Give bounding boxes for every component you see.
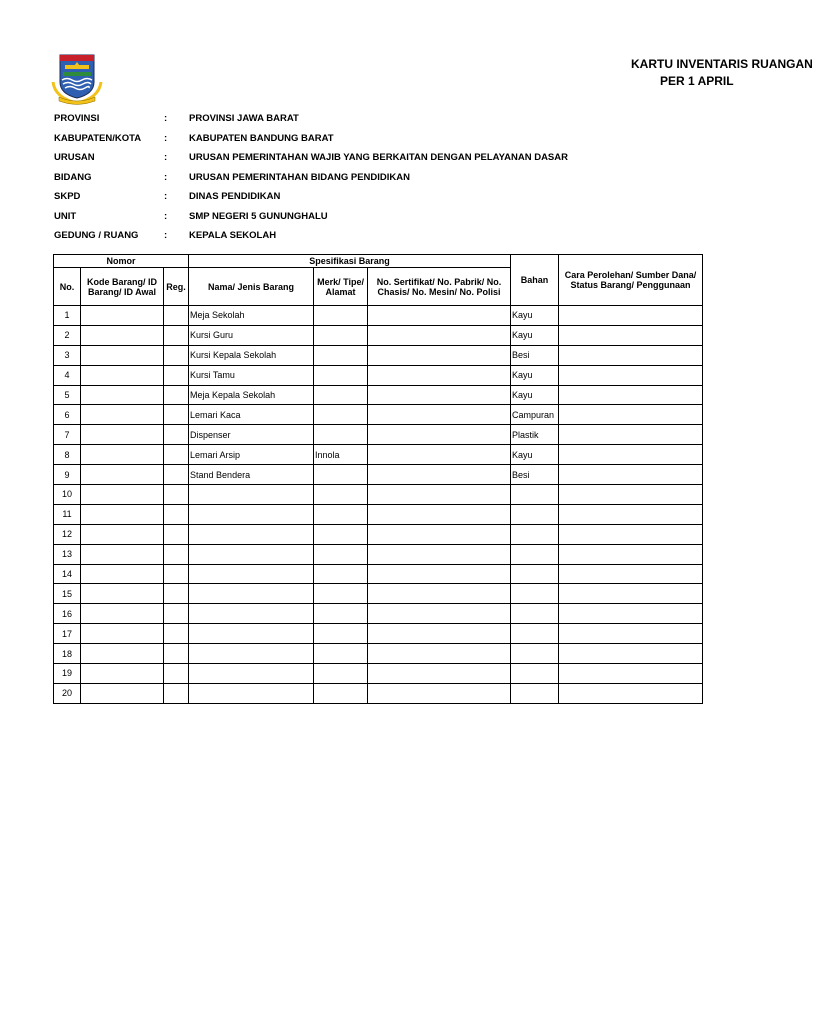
- cell-nama-barang: Meja Kepala Sekolah: [189, 385, 314, 405]
- info-label: BIDANG: [54, 171, 92, 183]
- cell-nama-barang: Lemari Kaca: [189, 405, 314, 425]
- cell-cara-perolehan: [559, 564, 703, 584]
- cell-no: 8: [54, 445, 81, 465]
- cell-no: 16: [54, 604, 81, 624]
- cell-cara-perolehan: [559, 465, 703, 485]
- cell-no: 19: [54, 664, 81, 684]
- cell-sertifikat: [368, 485, 511, 505]
- info-label: PROVINSI: [54, 113, 100, 124]
- table-row: [54, 485, 703, 505]
- cell-no: 1: [54, 306, 81, 326]
- cell-cara-perolehan: [559, 365, 703, 385]
- header-no: No.: [54, 268, 81, 306]
- cell-reg: [164, 306, 189, 326]
- cell-cara-perolehan: [559, 425, 703, 445]
- cell-sertifikat: [368, 624, 511, 644]
- table-row: [54, 465, 703, 485]
- title-line-1: KARTU INVENTARIS RUANGAN: [631, 57, 813, 71]
- cell-sertifikat: [368, 325, 511, 345]
- cell-reg: [164, 365, 189, 385]
- cell-sertifikat: [368, 425, 511, 445]
- cell-merk: [314, 306, 368, 326]
- cell-no: 11: [54, 504, 81, 524]
- cell-merk: [314, 564, 368, 584]
- cell-sertifikat: [368, 683, 511, 703]
- cell-no: 5: [54, 385, 81, 405]
- info-row-unit: [54, 208, 568, 228]
- cell-nama-barang: Kursi Kepala Sekolah: [189, 345, 314, 365]
- cell-reg: [164, 604, 189, 624]
- cell-bahan: Kayu: [511, 306, 559, 326]
- cell-sertifikat: [368, 385, 511, 405]
- table-row: [54, 564, 703, 584]
- cell-nama-barang: [189, 683, 314, 703]
- header-group-nomor: Nomor: [54, 255, 189, 268]
- cell-no: 4: [54, 365, 81, 385]
- cell-merk: [314, 544, 368, 564]
- cell-kode-barang: [81, 624, 164, 644]
- cell-no: 9: [54, 465, 81, 485]
- cell-kode-barang: [81, 345, 164, 365]
- table-row: [54, 544, 703, 564]
- info-colon: :: [164, 230, 168, 241]
- cell-bahan: [511, 524, 559, 544]
- cell-reg: [164, 524, 189, 544]
- cell-sertifikat: [368, 405, 511, 425]
- cell-no: 17: [54, 624, 81, 644]
- info-row-skpd: [54, 188, 568, 208]
- header-group-spesifikasi: Spesifikasi Barang: [189, 255, 511, 268]
- cell-cara-perolehan: [559, 584, 703, 604]
- cell-bahan: [511, 604, 559, 624]
- cell-nama-barang: [189, 644, 314, 664]
- cell-kode-barang: [81, 365, 164, 385]
- inventory-table: [53, 254, 703, 704]
- cell-reg: [164, 405, 189, 425]
- cell-cara-perolehan: [559, 504, 703, 524]
- table-row: [54, 584, 703, 604]
- header-sertifikat: No. Sertifikat/ No. Pabrik/ No. Chasis/ No. Mesin/ No. Polisi: [368, 268, 511, 306]
- cell-cara-perolehan: [559, 664, 703, 684]
- cell-merk: [314, 405, 368, 425]
- table-row: [54, 644, 703, 664]
- cell-cara-perolehan: [559, 644, 703, 664]
- title-line-2: PER 1 APRIL: [660, 74, 734, 88]
- table-row: [54, 425, 703, 445]
- cell-merk: [314, 644, 368, 664]
- cell-cara-perolehan: [559, 345, 703, 365]
- cell-kode-barang: [81, 644, 164, 664]
- info-row-gedung: [54, 227, 568, 247]
- cell-merk: [314, 485, 368, 505]
- table-row: [54, 683, 703, 703]
- cell-reg: [164, 465, 189, 485]
- cell-merk: [314, 664, 368, 684]
- cell-reg: [164, 664, 189, 684]
- cell-kode-barang: [81, 405, 164, 425]
- cell-nama-barang: Kursi Guru: [189, 325, 314, 345]
- cell-no: 13: [54, 544, 81, 564]
- cell-bahan: [511, 564, 559, 584]
- cell-nama-barang: Kursi Tamu: [189, 365, 314, 385]
- cell-bahan: [511, 683, 559, 703]
- cell-nama-barang: [189, 485, 314, 505]
- cell-sertifikat: [368, 664, 511, 684]
- table-row: [54, 365, 703, 385]
- table-row: [54, 604, 703, 624]
- cell-kode-barang: [81, 325, 164, 345]
- cell-no: 10: [54, 485, 81, 505]
- table-row: [54, 306, 703, 326]
- cell-kode-barang: [81, 504, 164, 524]
- cell-no: 15: [54, 584, 81, 604]
- cell-kode-barang: [81, 683, 164, 703]
- cell-sertifikat: [368, 306, 511, 326]
- cell-no: 12: [54, 524, 81, 544]
- cell-bahan: Kayu: [511, 325, 559, 345]
- table-row: [54, 664, 703, 684]
- cell-merk: [314, 524, 368, 544]
- cell-cara-perolehan: [559, 405, 703, 425]
- cell-bahan: Kayu: [511, 365, 559, 385]
- info-value: URUSAN PEMERINTAHAN BIDANG PENDIDIKAN: [189, 171, 410, 183]
- cell-merk: [314, 365, 368, 385]
- cell-sertifikat: [368, 544, 511, 564]
- info-colon: :: [164, 171, 168, 183]
- cell-cara-perolehan: [559, 604, 703, 624]
- cell-nama-barang: [189, 604, 314, 624]
- info-value: KEPALA SEKOLAH: [189, 230, 277, 241]
- cell-nama-barang: [189, 664, 314, 684]
- cell-kode-barang: [81, 524, 164, 544]
- cell-no: 6: [54, 405, 81, 425]
- cell-bahan: Kayu: [511, 445, 559, 465]
- cell-cara-perolehan: [559, 445, 703, 465]
- cell-merk: [314, 624, 368, 644]
- table-row: [54, 405, 703, 425]
- cell-reg: [164, 425, 189, 445]
- header-cara-perolehan: Cara Perolehan/ Sumber Dana/ Status Barang/ Penggunaan: [559, 255, 703, 306]
- cell-kode-barang: [81, 544, 164, 564]
- cell-sertifikat: [368, 564, 511, 584]
- header-merk: Merk/ Tipe/ Alamat: [314, 268, 368, 306]
- cell-reg: [164, 644, 189, 664]
- cell-kode-barang: [81, 564, 164, 584]
- cell-merk: [314, 325, 368, 345]
- cell-cara-perolehan: [559, 385, 703, 405]
- identity-info-block: [54, 110, 568, 247]
- info-value: URUSAN PEMERINTAHAN WAJIB YANG BERKAITAN DENGAN PELAYANAN DASAR: [189, 152, 568, 163]
- cell-nama-barang: [189, 564, 314, 584]
- cell-cara-perolehan: [559, 524, 703, 544]
- cell-nama-barang: Lemari Arsip: [189, 445, 314, 465]
- cell-kode-barang: [81, 664, 164, 684]
- info-row-urusan: [54, 149, 568, 169]
- cell-no: 20: [54, 683, 81, 703]
- info-label: URUSAN: [54, 152, 95, 163]
- cell-merk: [314, 504, 368, 524]
- table-row: [54, 325, 703, 345]
- table-row: [54, 504, 703, 524]
- cell-no: 7: [54, 425, 81, 445]
- cell-nama-barang: Dispenser: [189, 425, 314, 445]
- cell-merk: [314, 584, 368, 604]
- info-colon: :: [164, 191, 168, 202]
- cell-bahan: [511, 485, 559, 505]
- table-row: [54, 345, 703, 365]
- cell-no: 2: [54, 325, 81, 345]
- cell-kode-barang: [81, 306, 164, 326]
- info-label: KABUPATEN/KOTA: [54, 132, 142, 144]
- cell-sertifikat: [368, 345, 511, 365]
- cell-sertifikat: [368, 604, 511, 624]
- cell-merk: [314, 683, 368, 703]
- cell-bahan: Besi: [511, 465, 559, 485]
- cell-nama-barang: [189, 584, 314, 604]
- cell-kode-barang: [81, 485, 164, 505]
- cell-merk: [314, 385, 368, 405]
- cell-bahan: [511, 504, 559, 524]
- cell-reg: [164, 485, 189, 505]
- table-row: [54, 624, 703, 644]
- cell-reg: [164, 624, 189, 644]
- cell-bahan: Plastik: [511, 425, 559, 445]
- header-nama-barang: Nama/ Jenis Barang: [189, 268, 314, 306]
- info-label: SKPD: [54, 191, 81, 202]
- document-title: [600, 56, 813, 90]
- info-row-provinsi: [54, 110, 568, 130]
- cell-reg: [164, 345, 189, 365]
- header-reg: Reg.: [164, 268, 189, 306]
- cell-kode-barang: [81, 425, 164, 445]
- info-row-kabupaten: [54, 130, 568, 150]
- info-value: SMP NEGERI 5 GUNUNGHALU: [189, 210, 328, 222]
- cell-merk: [314, 345, 368, 365]
- cell-bahan: Campuran: [511, 405, 559, 425]
- cell-cara-perolehan: [559, 325, 703, 345]
- cell-bahan: Kayu: [511, 385, 559, 405]
- cell-kode-barang: [81, 385, 164, 405]
- cell-kode-barang: [81, 445, 164, 465]
- cell-cara-perolehan: [559, 485, 703, 505]
- info-colon: :: [164, 152, 168, 163]
- cell-sertifikat: [368, 445, 511, 465]
- inventory-table-body: [54, 306, 703, 704]
- header-bahan: Bahan: [511, 255, 559, 306]
- cell-reg: [164, 445, 189, 465]
- cell-bahan: [511, 664, 559, 684]
- header-kode-barang: Kode Barang/ ID Barang/ ID Awal: [81, 268, 164, 306]
- cell-merk: [314, 465, 368, 485]
- cell-sertifikat: [368, 644, 511, 664]
- cell-cara-perolehan: [559, 683, 703, 703]
- cell-kode-barang: [81, 584, 164, 604]
- cell-nama-barang: [189, 524, 314, 544]
- cell-sertifikat: [368, 504, 511, 524]
- info-value: KABUPATEN BANDUNG BARAT: [189, 132, 334, 144]
- cell-reg: [164, 564, 189, 584]
- info-row-bidang: [54, 169, 568, 189]
- info-value: DINAS PENDIDIKAN: [189, 191, 281, 202]
- regency-emblem-logo: [52, 52, 102, 106]
- table-row: [54, 385, 703, 405]
- cell-nama-barang: Meja Sekolah: [189, 306, 314, 326]
- cell-reg: [164, 504, 189, 524]
- table-row: [54, 445, 703, 465]
- info-colon: :: [164, 132, 168, 144]
- info-value: PROVINSI JAWA BARAT: [189, 113, 299, 124]
- cell-reg: [164, 385, 189, 405]
- cell-sertifikat: [368, 365, 511, 385]
- cell-cara-perolehan: [559, 544, 703, 564]
- cell-reg: [164, 584, 189, 604]
- cell-cara-perolehan: [559, 624, 703, 644]
- cell-reg: [164, 544, 189, 564]
- cell-reg: [164, 683, 189, 703]
- cell-bahan: [511, 544, 559, 564]
- cell-nama-barang: [189, 544, 314, 564]
- cell-nama-barang: Stand Bendera: [189, 465, 314, 485]
- cell-bahan: Besi: [511, 345, 559, 365]
- info-colon: :: [164, 113, 168, 124]
- table-row: [54, 524, 703, 544]
- cell-bahan: [511, 644, 559, 664]
- cell-merk: Innola: [314, 445, 368, 465]
- cell-bahan: [511, 584, 559, 604]
- info-label: GEDUNG / RUANG: [54, 230, 139, 241]
- cell-no: 18: [54, 644, 81, 664]
- cell-kode-barang: [81, 465, 164, 485]
- cell-nama-barang: [189, 624, 314, 644]
- info-colon: :: [164, 210, 168, 222]
- info-label: UNIT: [54, 210, 77, 222]
- cell-sertifikat: [368, 584, 511, 604]
- cell-no: 14: [54, 564, 81, 584]
- cell-merk: [314, 425, 368, 445]
- cell-nama-barang: [189, 504, 314, 524]
- cell-bahan: [511, 624, 559, 644]
- cell-reg: [164, 325, 189, 345]
- cell-sertifikat: [368, 524, 511, 544]
- cell-cara-perolehan: [559, 306, 703, 326]
- cell-merk: [314, 604, 368, 624]
- cell-no: 3: [54, 345, 81, 365]
- cell-kode-barang: [81, 604, 164, 624]
- cell-sertifikat: [368, 465, 511, 485]
